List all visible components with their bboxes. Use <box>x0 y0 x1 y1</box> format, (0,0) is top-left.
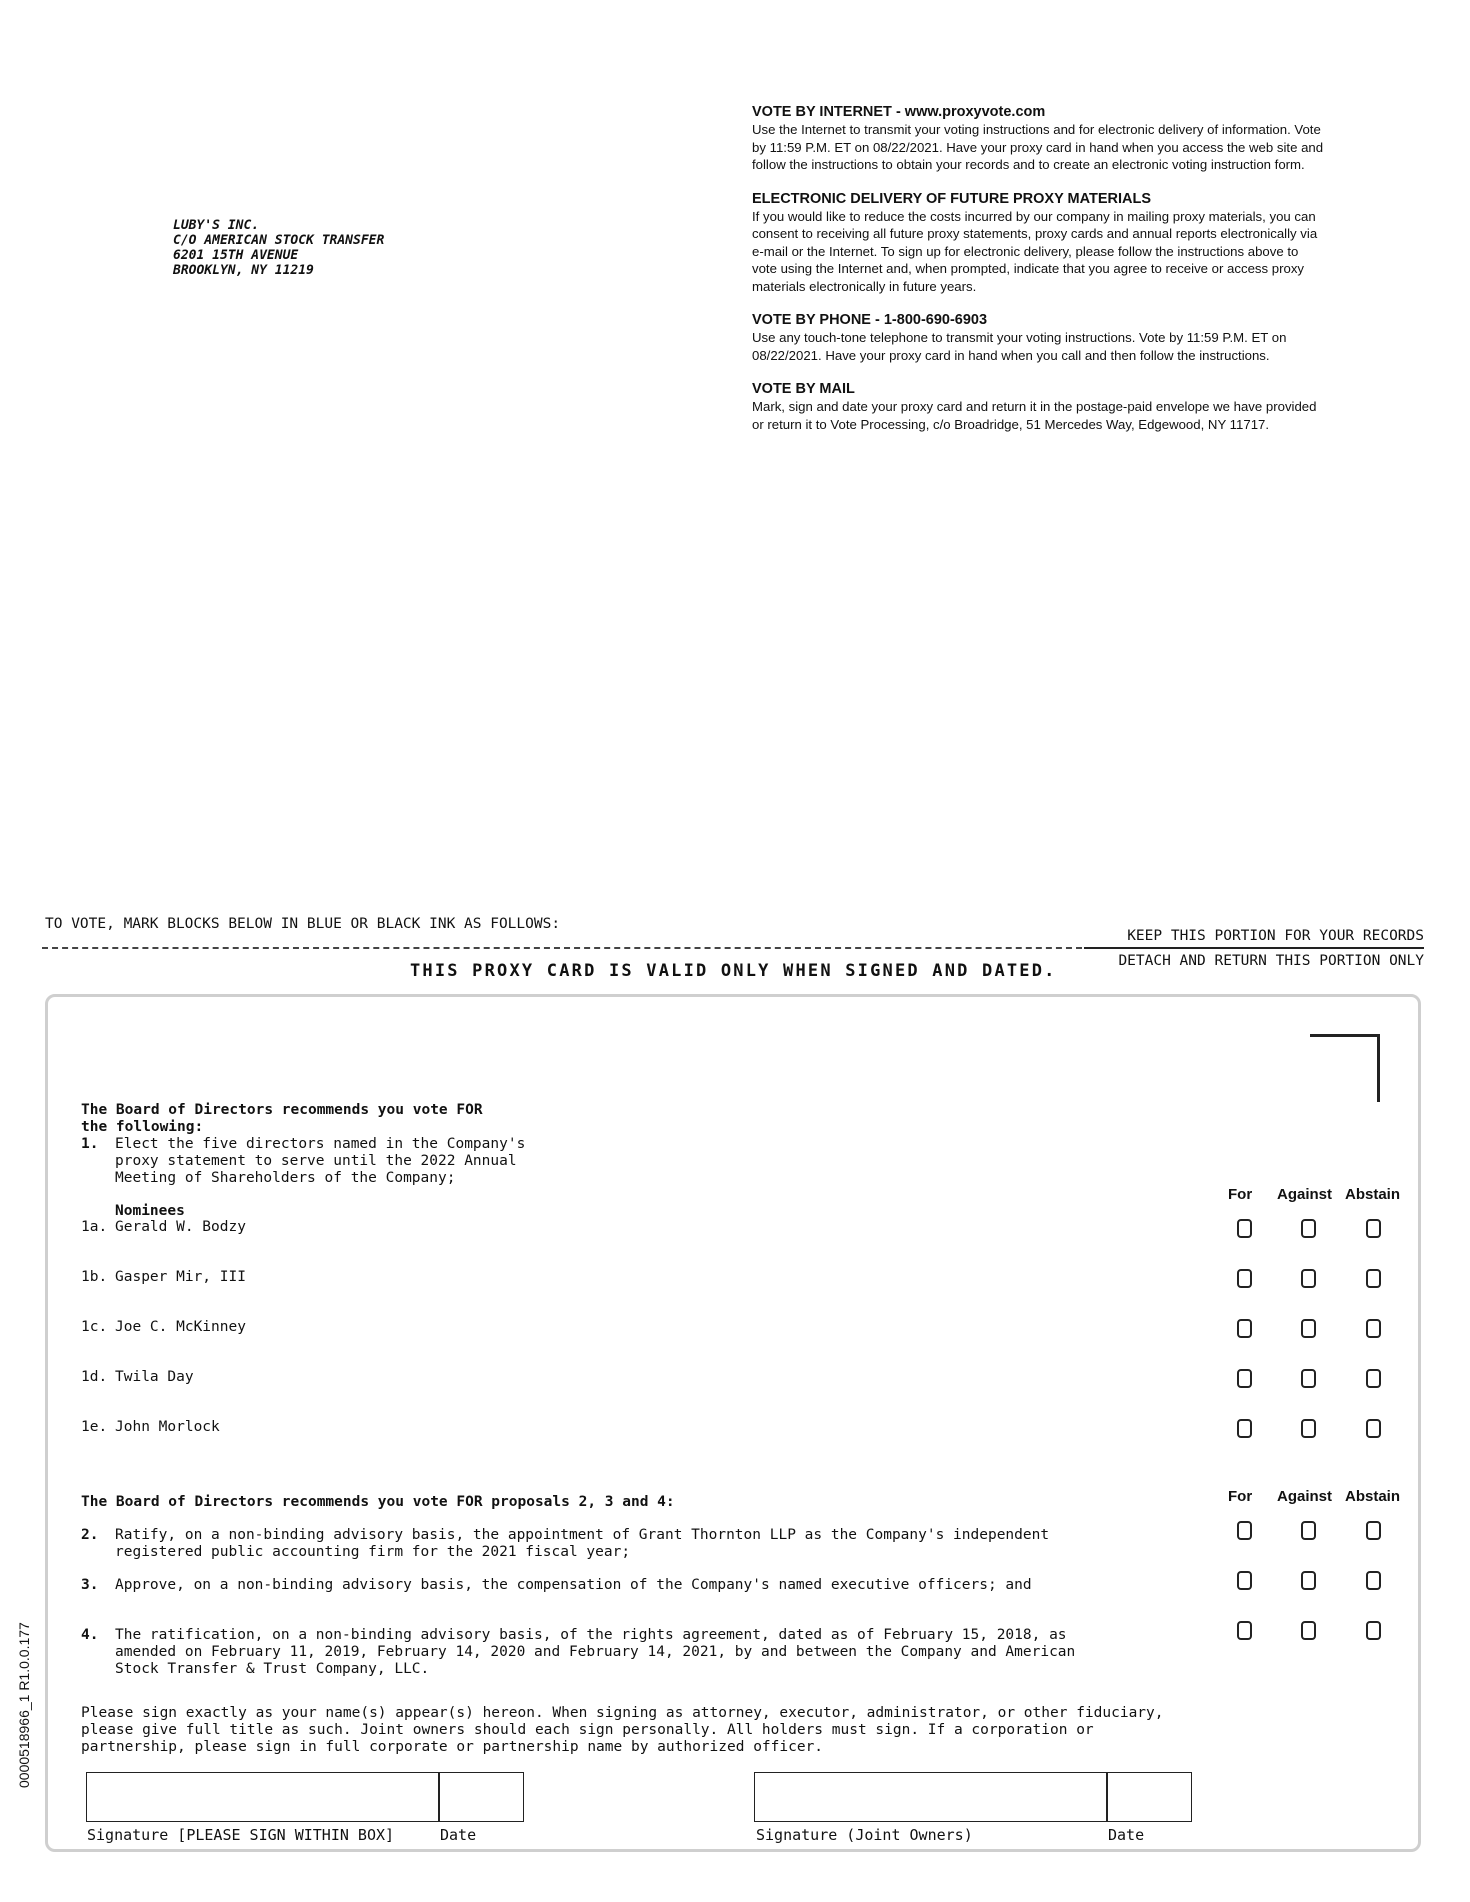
signature-date-box[interactable] <box>438 1772 524 1822</box>
proposal-text: amended on February 11, 2019, February 14, 2020 and February 14, 2021, by and between the Company and American <box>115 1644 1076 1660</box>
proposal-2-against-checkbox[interactable] <box>1301 1521 1316 1540</box>
detach-dashed-line <box>42 947 1082 949</box>
electronic-delivery-body: If you would like to reduce the costs incurred by our company in mailing proxy materials, you can consent to receiving all future proxy statements, proxy cards and annual reports electronically via e-mail or the Internet. To sign up for electronic delivery, please follow the instructions above to vote using the Internet and, when prompted, indicate that you agree to receive or access proxy materials electronically in future years. <box>752 208 1318 294</box>
nominee-name: Twila Day <box>115 1369 194 1385</box>
joint-signature-box[interactable] <box>754 1772 1108 1822</box>
nominee-1c-against-checkbox[interactable] <box>1301 1319 1316 1338</box>
signature-box[interactable] <box>86 1772 440 1822</box>
proposal-text: Approve, on a non-binding advisory basis, the compensation of the Company's named executive officers; and <box>115 1577 1032 1593</box>
nominees-label: Nominees <box>115 1203 185 1219</box>
nominee-1b-for-checkbox[interactable] <box>1237 1269 1252 1288</box>
board-recommendation-1-line1: The Board of Directors recommends you vote FOR <box>81 1102 483 1118</box>
column-for: For <box>1228 1488 1253 1505</box>
electronic-delivery-section <box>752 190 1324 296</box>
keep-portion-rule <box>1084 947 1424 949</box>
nominee-name: John Morlock <box>115 1419 220 1435</box>
proposal-number: 2. <box>81 1527 99 1543</box>
column-abstain: Abstain <box>1345 1186 1401 1203</box>
vote-by-phone-heading: VOTE BY PHONE - 1-800-690-6903 <box>752 312 988 328</box>
keep-portion-label: KEEP THIS PORTION FOR YOUR RECORDS <box>1127 928 1424 944</box>
nominee-number: 1c. <box>81 1319 108 1335</box>
proposal-number: 4. <box>81 1627 99 1643</box>
nominee-1e-for-checkbox[interactable] <box>1237 1419 1252 1438</box>
item-1-number: 1. <box>81 1136 99 1152</box>
proposal-2-abstain-checkbox[interactable] <box>1366 1521 1381 1540</box>
address-line: C/O AMERICAN STOCK TRANSFER <box>173 233 385 248</box>
joint-signature-date-box[interactable] <box>1106 1772 1192 1822</box>
proposal-text: Ratify, on a non-binding advisory basis, the appointment of Grant Thornton LLP as the Company's independent <box>115 1527 1050 1543</box>
column-for: For <box>1228 1186 1253 1203</box>
proposal-number: 3. <box>81 1577 99 1593</box>
column-against: Against <box>1277 1186 1333 1203</box>
proposal-3-for-checkbox[interactable] <box>1237 1571 1252 1590</box>
nominee-1a-for-checkbox[interactable] <box>1237 1219 1252 1238</box>
nominee-number: 1b. <box>81 1269 108 1285</box>
proposal-text: The ratification, on a non-binding advisory basis, of the rights agreement, dated as of February 15, 2018, as <box>115 1627 1067 1643</box>
nominee-1c-abstain-checkbox[interactable] <box>1366 1319 1381 1338</box>
vote-by-internet-section <box>752 103 1324 174</box>
proposal-3-against-checkbox[interactable] <box>1301 1571 1316 1590</box>
date-label: Date <box>440 1826 477 1844</box>
joint-date-label: Date <box>1108 1826 1145 1844</box>
vote-by-internet-heading[interactable]: VOTE BY INTERNET - www.proxyvote.com <box>752 104 1046 120</box>
mailing-address <box>173 218 384 278</box>
nominee-1d-for-checkbox[interactable] <box>1237 1369 1252 1388</box>
nominee-1c-for-checkbox[interactable] <box>1237 1319 1252 1338</box>
vote-by-mail-body: Mark, sign and date your proxy card and return it in the postage-paid envelope we have provided or return it to Vote Processing, c/o Broadridge, 51 Mercedes Way, Edgewood, NY 11717. <box>752 399 1317 432</box>
nominee-1e-against-checkbox[interactable] <box>1301 1419 1316 1438</box>
nominee-1b-abstain-checkbox[interactable] <box>1366 1269 1381 1288</box>
proposal-4-for-checkbox[interactable] <box>1237 1621 1252 1640</box>
nominee-number: 1e. <box>81 1419 108 1435</box>
voting-instructions <box>752 103 1324 449</box>
address-line: 6201 15TH AVENUE <box>173 248 299 263</box>
nominee-number: 1d. <box>81 1369 108 1385</box>
vote-mark-instruction: TO VOTE, MARK BLOCKS BELOW IN BLUE OR BLACK INK AS FOLLOWS: <box>45 916 561 932</box>
side-control-code: 0000518966_1 R1.0.0.177 <box>16 1622 32 1788</box>
proposal-4-against-checkbox[interactable] <box>1301 1621 1316 1640</box>
proposal-text: registered public accounting firm for the 2021 fiscal year; <box>115 1544 631 1560</box>
nominee-1d-against-checkbox[interactable] <box>1301 1369 1316 1388</box>
column-abstain: Abstain <box>1345 1488 1401 1505</box>
vote-by-phone-section <box>752 311 1324 364</box>
nominee-name: Gasper Mir, III <box>115 1269 246 1285</box>
nominee-1e-abstain-checkbox[interactable] <box>1366 1419 1381 1438</box>
detach-portion-label: DETACH AND RETURN THIS PORTION ONLY <box>1118 953 1424 969</box>
nominee-name: Joe C. McKinney <box>115 1319 246 1335</box>
nominee-1a-against-checkbox[interactable] <box>1301 1219 1316 1238</box>
item-1-text: proxy statement to serve until the 2022 Annual <box>115 1153 517 1169</box>
vote-by-internet-body: Use the Internet to transmit your voting instructions and for electronic delivery of information. Vote by 11:59 P.M. ET on 08/22/2021. Have your proxy card in hand when you access the web site and follow the instructions to obtain your records and to create an electronic voting instruction form. <box>752 122 1324 172</box>
vote-by-mail-section <box>752 380 1324 433</box>
nominee-1d-abstain-checkbox[interactable] <box>1366 1369 1381 1388</box>
nominee-number: 1a. <box>81 1219 108 1235</box>
proposal-4-abstain-checkbox[interactable] <box>1366 1621 1381 1640</box>
nominee-1a-abstain-checkbox[interactable] <box>1366 1219 1381 1238</box>
item-1-text: Elect the five directors named in the Company's <box>115 1136 526 1152</box>
nominee-1b-against-checkbox[interactable] <box>1301 1269 1316 1288</box>
address-line: LUBY'S INC. <box>173 218 260 233</box>
nominee-name: Gerald W. Bodzy <box>115 1219 246 1235</box>
registration-corner-mark <box>1310 1034 1380 1102</box>
valid-notice: THIS PROXY CARD IS VALID ONLY WHEN SIGNED AND DATED. <box>410 961 1057 981</box>
joint-signature-label: Signature (Joint Owners) <box>756 1826 973 1844</box>
proposal-text: Stock Transfer & Trust Company, LLC. <box>115 1661 430 1677</box>
signature-label: Signature [PLEASE SIGN WITHIN BOX] <box>87 1826 395 1844</box>
address-line: BROOKLYN, NY 11219 <box>173 263 314 278</box>
board-recommendation-1-line2: the following: <box>81 1119 204 1135</box>
signing-instruction: partnership, please sign in full corporate or partnership name by authorized officer. <box>81 1739 824 1755</box>
item-1-text: Meeting of Shareholders of the Company; <box>115 1170 456 1186</box>
signing-instruction: Please sign exactly as your name(s) appear(s) hereon. When signing as attorney, executor, administrator, or other fiduciary, <box>81 1705 1164 1721</box>
column-against: Against <box>1277 1488 1333 1505</box>
vote-by-mail-heading: VOTE BY MAIL <box>752 381 855 397</box>
electronic-delivery-heading: ELECTRONIC DELIVERY OF FUTURE PROXY MATERIALS <box>752 190 1152 207</box>
proposal-2-for-checkbox[interactable] <box>1237 1521 1252 1540</box>
board-recommendation-2: The Board of Directors recommends you vote FOR proposals 2, 3 and 4: <box>81 1494 675 1510</box>
proposal-3-abstain-checkbox[interactable] <box>1366 1571 1381 1590</box>
signing-instruction: please give full title as such. Joint owners should each sign personally. All holders must sign. If a corporation or <box>81 1722 1094 1738</box>
vote-by-phone-body: Use any touch-tone telephone to transmit your voting instructions. Vote by 11:59 P.M. ET on 08/22/2021. Have your proxy card in hand when you call and then follow the instructions. <box>752 330 1287 363</box>
